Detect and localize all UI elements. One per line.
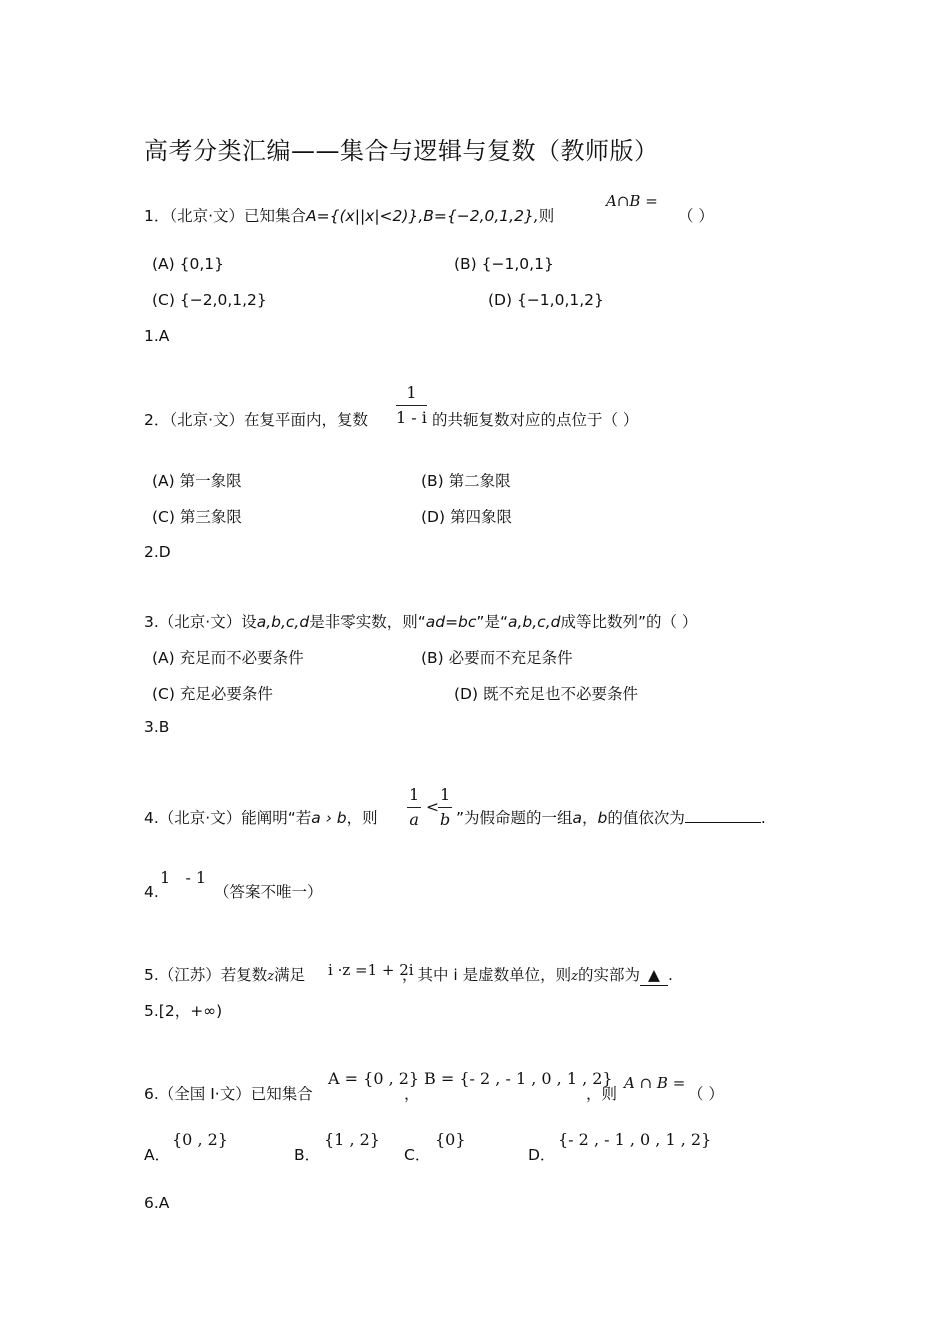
- q1-set-b: B={−2,0,1,2},: [423, 207, 539, 225]
- q1-option-d: (D) {−1,0,1,2}: [488, 291, 604, 309]
- q4-answer-values: 1 - 1: [160, 868, 207, 887]
- q3-vars-2: a,b,c,d: [507, 613, 561, 631]
- q5-var-z-2: z: [571, 969, 579, 984]
- q6-option-b-label: B．: [294, 1146, 321, 1164]
- question-1-stem: [144, 206, 554, 226]
- q1-option-a: (A) {0,1}: [152, 255, 224, 273]
- q4-part-3: ”为假命题的一组: [456, 809, 573, 827]
- q5-part-1: 5.（江苏）若复数: [144, 966, 268, 984]
- q4-answer-note: （答案不唯一）: [214, 883, 323, 901]
- q4-less-than: <: [426, 798, 439, 816]
- q4-part-2: ，则: [346, 809, 378, 827]
- question-3-stem: [144, 612, 697, 632]
- q4-answer-prefix: 4.: [144, 883, 159, 901]
- q2-option-d: (D) 第四象限: [421, 508, 512, 526]
- q4-frac1-den: a: [409, 810, 419, 829]
- q3-option-b: (B) 必要而不充足条件: [421, 649, 573, 667]
- q6-set-a: A = {0 , 2}: [328, 1069, 420, 1088]
- question-4-stem-b: [456, 808, 766, 828]
- q2-option-c: (C) 第三象限: [152, 508, 242, 526]
- q5-end: .: [667, 966, 673, 984]
- q2-fraction: [396, 384, 427, 427]
- q2-tail: 的共轭复数对应的点位于（ ）: [432, 411, 639, 429]
- q4-frac2-num: 1: [438, 786, 452, 808]
- q4-end: .: [760, 809, 766, 827]
- q6-answer: 6.A: [144, 1194, 170, 1212]
- q2-option-a: (A) 第一象限: [152, 472, 242, 490]
- q4-var-a: a: [572, 809, 583, 827]
- q2-frac-den: 1 - i: [396, 408, 427, 427]
- q4-part-4: 的值依次为: [607, 809, 685, 827]
- q5-equation: i ·z =1 + 2i: [328, 961, 414, 979]
- q5-part-4: 的实部为: [578, 966, 641, 984]
- q3-option-c: (C) 充足必要条件: [152, 685, 273, 703]
- q2-option-b: (B) 第二象限: [421, 472, 511, 490]
- q3-part-2: 是非零实数，则“: [309, 613, 426, 631]
- q6-option-c-value: {0}: [435, 1130, 466, 1149]
- q3-option-d: (D) 既不充足也不必要条件: [454, 685, 638, 703]
- q4-comma: ，: [582, 809, 598, 827]
- q1-paren: （ ）: [678, 207, 714, 225]
- q6-then: ，则: [586, 1085, 618, 1103]
- q4-condition: a › b: [311, 809, 347, 827]
- q3-answer: 3.B: [144, 718, 170, 736]
- q6-option-d-label: D．: [528, 1146, 556, 1164]
- question-4-stem-a: [144, 808, 378, 828]
- q4-fraction-b: [438, 786, 452, 829]
- q4-var-b: b: [597, 809, 608, 827]
- q5-answer: 5.[2，+∞): [144, 1002, 223, 1020]
- q4-answer-blank: [685, 808, 761, 823]
- q3-vars-1: a,b,c,d: [256, 613, 310, 631]
- q3-part-1: 3.（北京·文）设: [144, 613, 257, 631]
- q5-answer-blank: ▲: [640, 965, 668, 986]
- q6-separator: ，: [404, 1085, 420, 1103]
- q3-option-a: (A) 充足而不必要条件: [152, 649, 304, 667]
- page-title: 高考分类汇编——集合与逻辑与复数（教师版）: [144, 137, 659, 165]
- question-2-stem: 2．（北京·文）在复平面内，复数: [144, 411, 369, 429]
- q6-option-b-value: {1 , 2}: [324, 1130, 380, 1149]
- question-6-stem: 6.（全国 Ⅰ·文）已知集合: [144, 1085, 313, 1103]
- q1-then: 则: [538, 207, 555, 225]
- q1-answer: 1.A: [144, 327, 170, 345]
- q3-condition: ad=bc: [425, 613, 477, 631]
- q6-option-d-value: {- 2 , - 1 , 0 , 1 , 2}: [558, 1130, 712, 1149]
- q4-frac2-den: b: [439, 810, 451, 829]
- q6-set-b: B = {- 2 , - 1 , 0 , 1 , 2}: [424, 1069, 613, 1088]
- q5-part-2: 满足: [274, 966, 306, 984]
- q3-part-4: 成等比数列”的（ ）: [560, 613, 698, 631]
- q6-option-a-label: A．: [144, 1146, 171, 1164]
- q1-set-a: A={(x||x|<2)},: [306, 207, 424, 225]
- q3-part-3: ”是“: [476, 613, 508, 631]
- q6-paren: （ ）: [688, 1085, 724, 1103]
- q5-part-3: ，其中 i 是虚数单位，则: [402, 966, 572, 984]
- question-5-stem-b: [402, 965, 673, 987]
- q1-text: 1．（北京·文）已知集合: [144, 207, 307, 225]
- q1-expression: A∩B =: [606, 192, 658, 210]
- q1-option-b: (B) {−1,0,1}: [454, 255, 554, 273]
- q1-option-c: (C) {−2,0,1,2}: [152, 291, 267, 309]
- q6-option-c-label: C．: [404, 1146, 431, 1164]
- q5-var-z: z: [267, 969, 275, 984]
- question-5-stem: [144, 965, 305, 987]
- q4-frac1-num: 1: [407, 786, 421, 808]
- q4-fraction-a: [407, 786, 421, 829]
- q6-option-a-value: {0 , 2}: [172, 1130, 228, 1149]
- q4-part-1: 4.（北京·文）能阐明“若: [144, 809, 312, 827]
- q2-answer: 2.D: [144, 543, 171, 561]
- q2-frac-num: 1: [396, 384, 427, 406]
- q6-expression: A ∩ B =: [624, 1074, 686, 1092]
